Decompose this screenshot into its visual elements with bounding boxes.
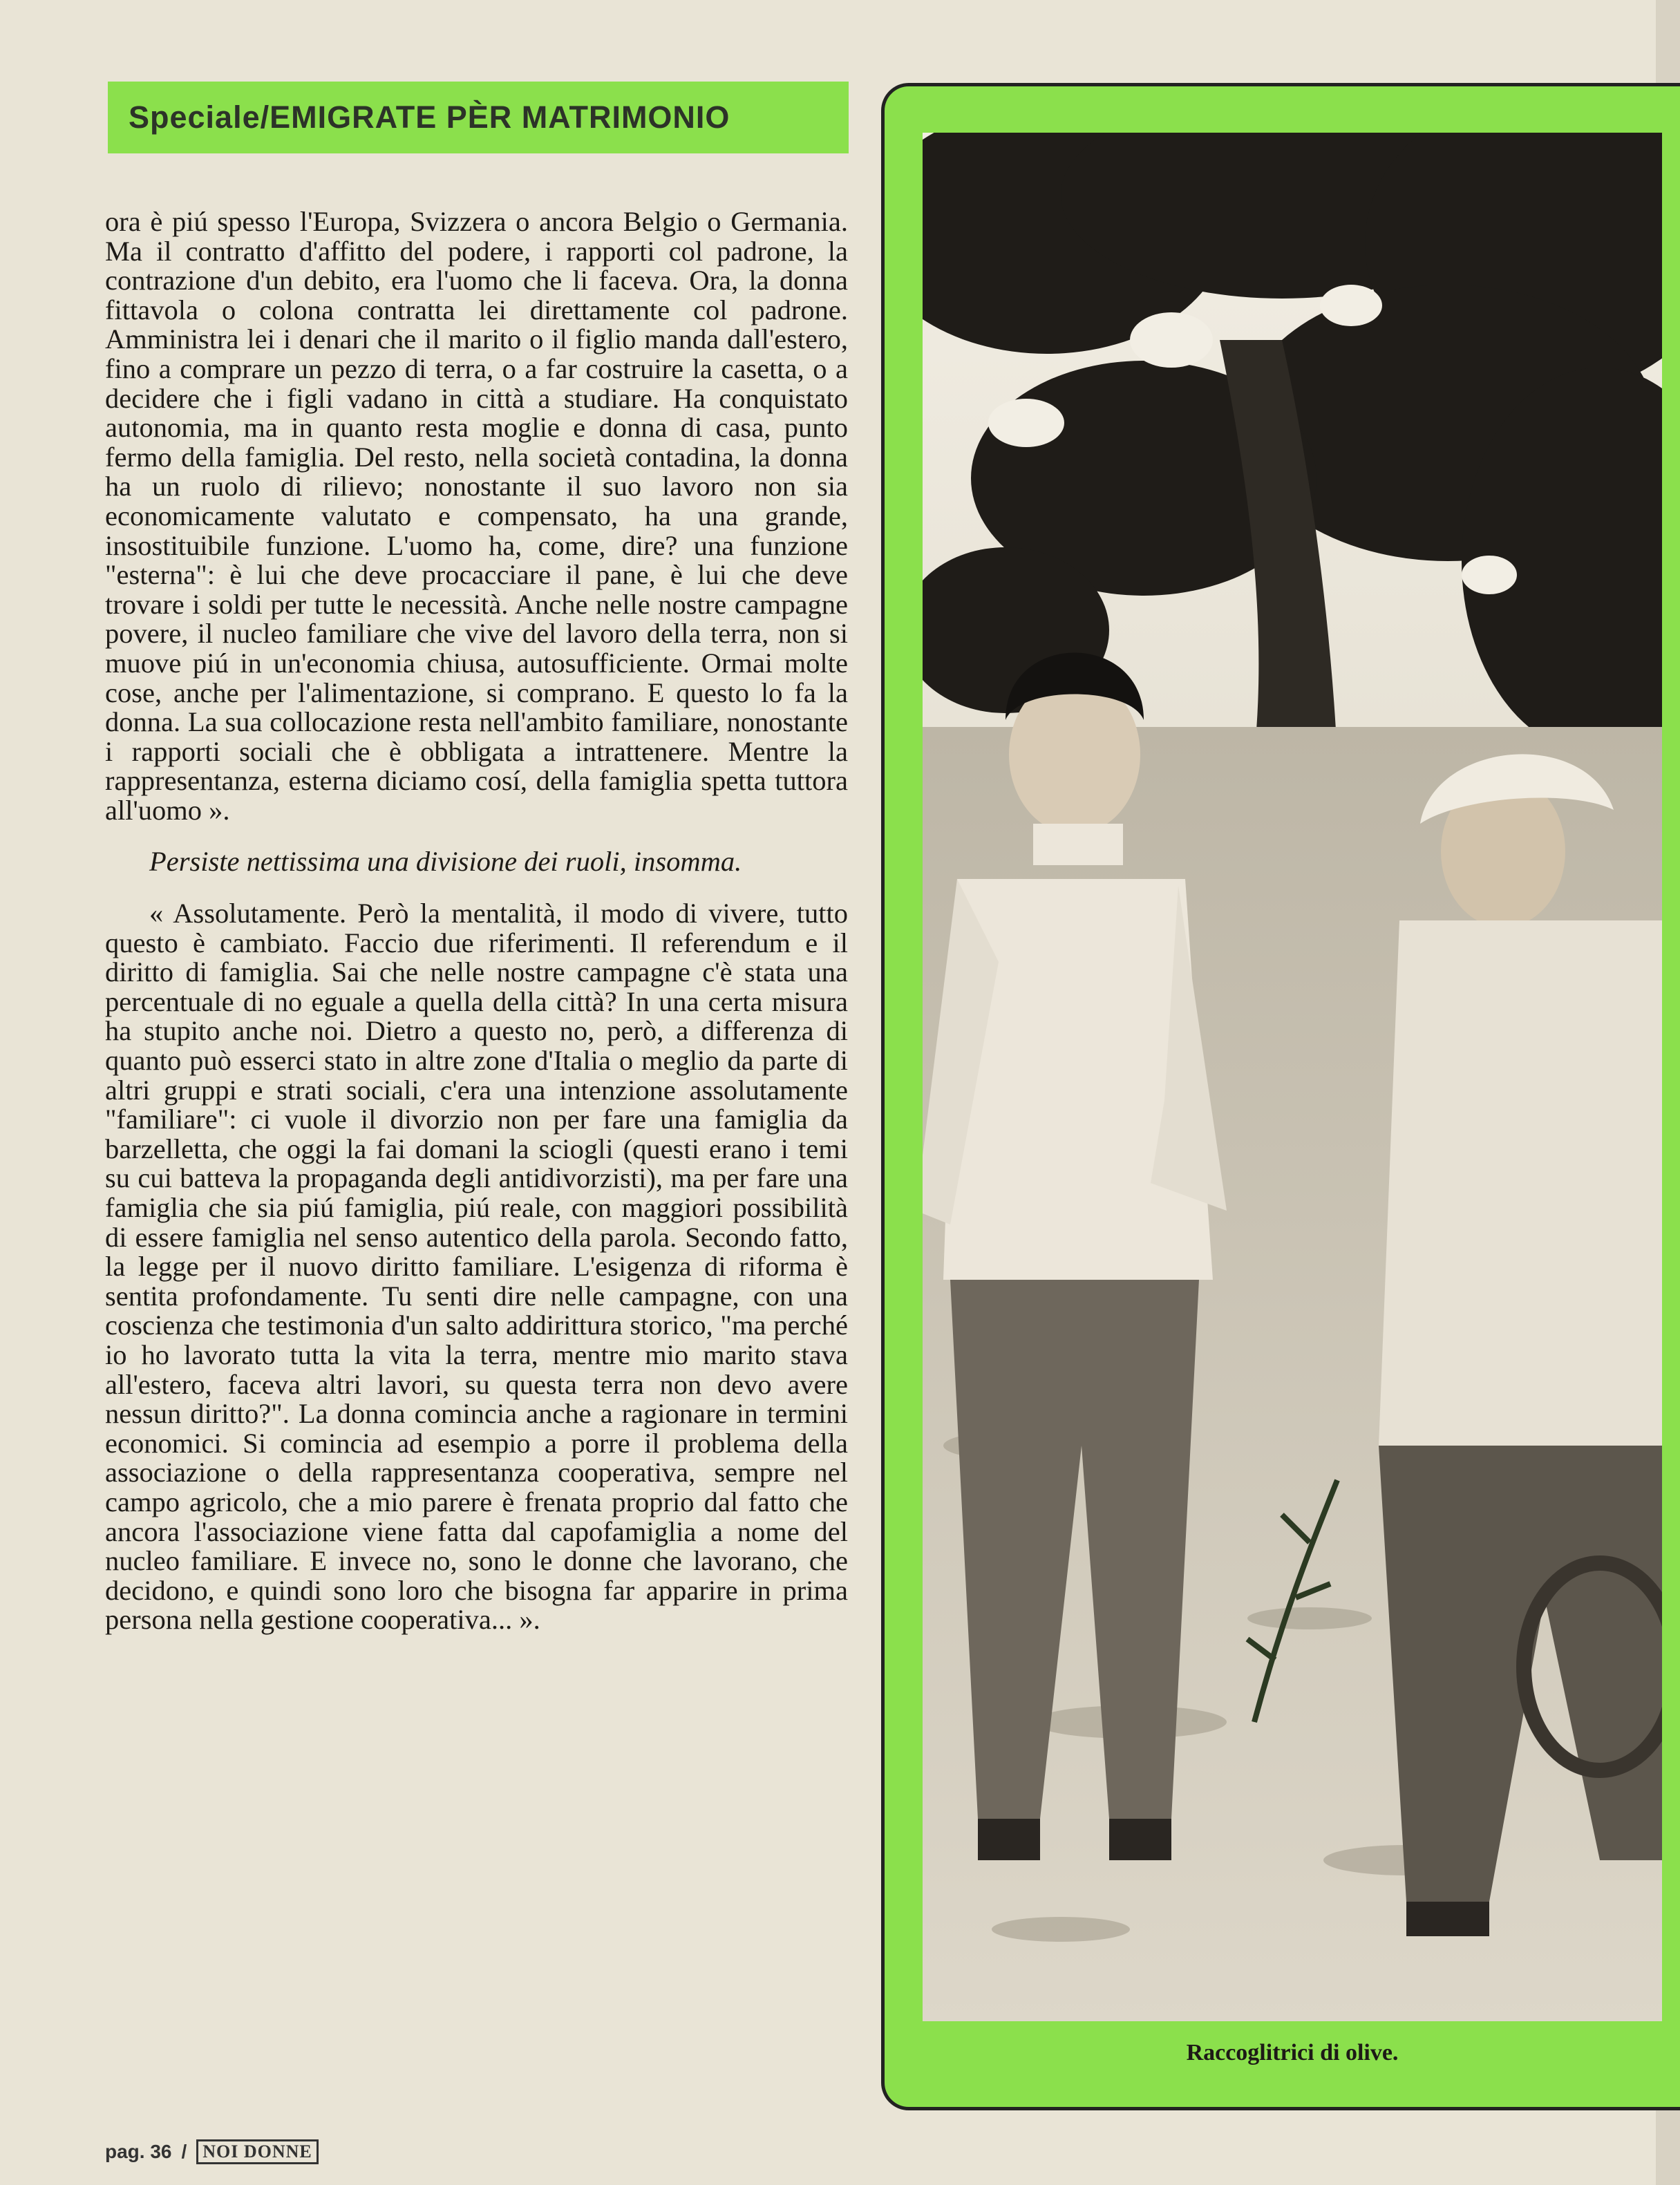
article-paragraph-2: « Assolutamente. Però la mentalità, il modo di vivere, tutto questo è cambiato. Faccio due riferimenti. Il referendum e il diritto di famiglia. Sai che nelle nostre campagne c'è stata una percentuale di no eguale a quella della città? In una certa misura ha stupito anche noi. Dietro a questo no, però, a differenza di quanto può esserci stato in altre zone d'Italia o meglio da parte di altri gruppi e strati sociali, c'era una intenzione assolutamente "familiare": ci vuole il divorzio non per fare una famiglia da barzelletta, che oggi la fai domani la sciogli (questi erano i temi su cui batteva la propaganda degli antidivorzisti), ma per fare una famiglia che sia piú famiglia, piú reale, con maggiori possibilità di essere famiglia nel senso autentico della parola. Secondo fatto, la legge per il nuovo diritto familiare. L'esigenza di riforma è sentita profondamente. Tu senti dire nelle campagne, con una coscienza che testimonia d'un salto addirittura storico, "ma perché io ho lavorato tutta la vita la terra, mentre mio marito stava all'estero, faceva altri lavori, su questa terra non devo avere nessun diritto?". La donna comincia anche a ragionare in termini economici. Si comincia ad esempio a porre il problema della associazione o della rappresentanza cooperativa, sempre nel campo agricolo, che a mio parere è frenata proprio dal fatto che ancora l'associazione viene fatta dal capofamiglia a nome del nucleo familiare. E invece no, sono le donne che lavorano, che decidono, e quindi sono loro che bisogna far apparire in prima persona nella gestione cooperativa... ». — [105, 898, 848, 1636]
photo-illustration — [923, 133, 1662, 2021]
section-title: Speciale/EMIGRATE PÈR MATRIMONIO — [129, 100, 730, 135]
section-banner — [108, 82, 849, 153]
page-number: pag. 36 — [105, 2141, 172, 2162]
magazine-logo: NOI DONNE — [196, 2139, 319, 2164]
photo — [923, 133, 1662, 2021]
page-footer — [105, 2139, 319, 2164]
interview-question: Persiste nettissima una divisione dei ruoli, insomma. — [149, 846, 742, 878]
article-body — [105, 207, 848, 1635]
article-paragraph-1: ora è piú spesso l'Europa, Svizzera o ancora Belgio o Germania. Ma il contratto d'affitto del podere, i rapporti col padrone, la contrazione d'un debito, era l'uomo che li faceva. Ora, la donna fittavola o colona contratta lei direttamente col padrone. Amministra lei i denari che il marito o il figlio manda dall'estero, fino a comprare un pezzo di terra, o a far costruire la casetta, o a decidere che i figli vadano in città a studiare. Ha conquistato autonomia, ma in quanto resta moglie e donna di casa, punto fermo della famiglia. Del resto, nella società contadina, la donna ha un ruolo di rilievo; nonostante il suo lavoro non sia economicamente valutato e compensato, ha una grande, insostituibile funzione. L'uomo ha, come, dire? una funzione "esterna": è lui che deve procacciare il pane, è lui che deve trovare i soldi per tutte le necessità. Anche nelle nostre campagne povere, il nucleo familiare che vive del lavoro della terra, non si muove piú in un'economia chiusa, autosufficiente. Ormai molte cose, anche per l'alimentazione, si comprano. E questo lo fa la donna. La sua collocazione resta nell'ambito familiare, nonostante i rapporti sociali che è obbligata a intrattenere. Mentre la rappresentanza, esterna diciamo cosí, della famiglia spetta tuttora all'uomo ». — [105, 206, 848, 826]
footer-separator: / — [181, 2141, 187, 2162]
photo-caption: Raccoglitrici di olive. — [1186, 2040, 1399, 2065]
